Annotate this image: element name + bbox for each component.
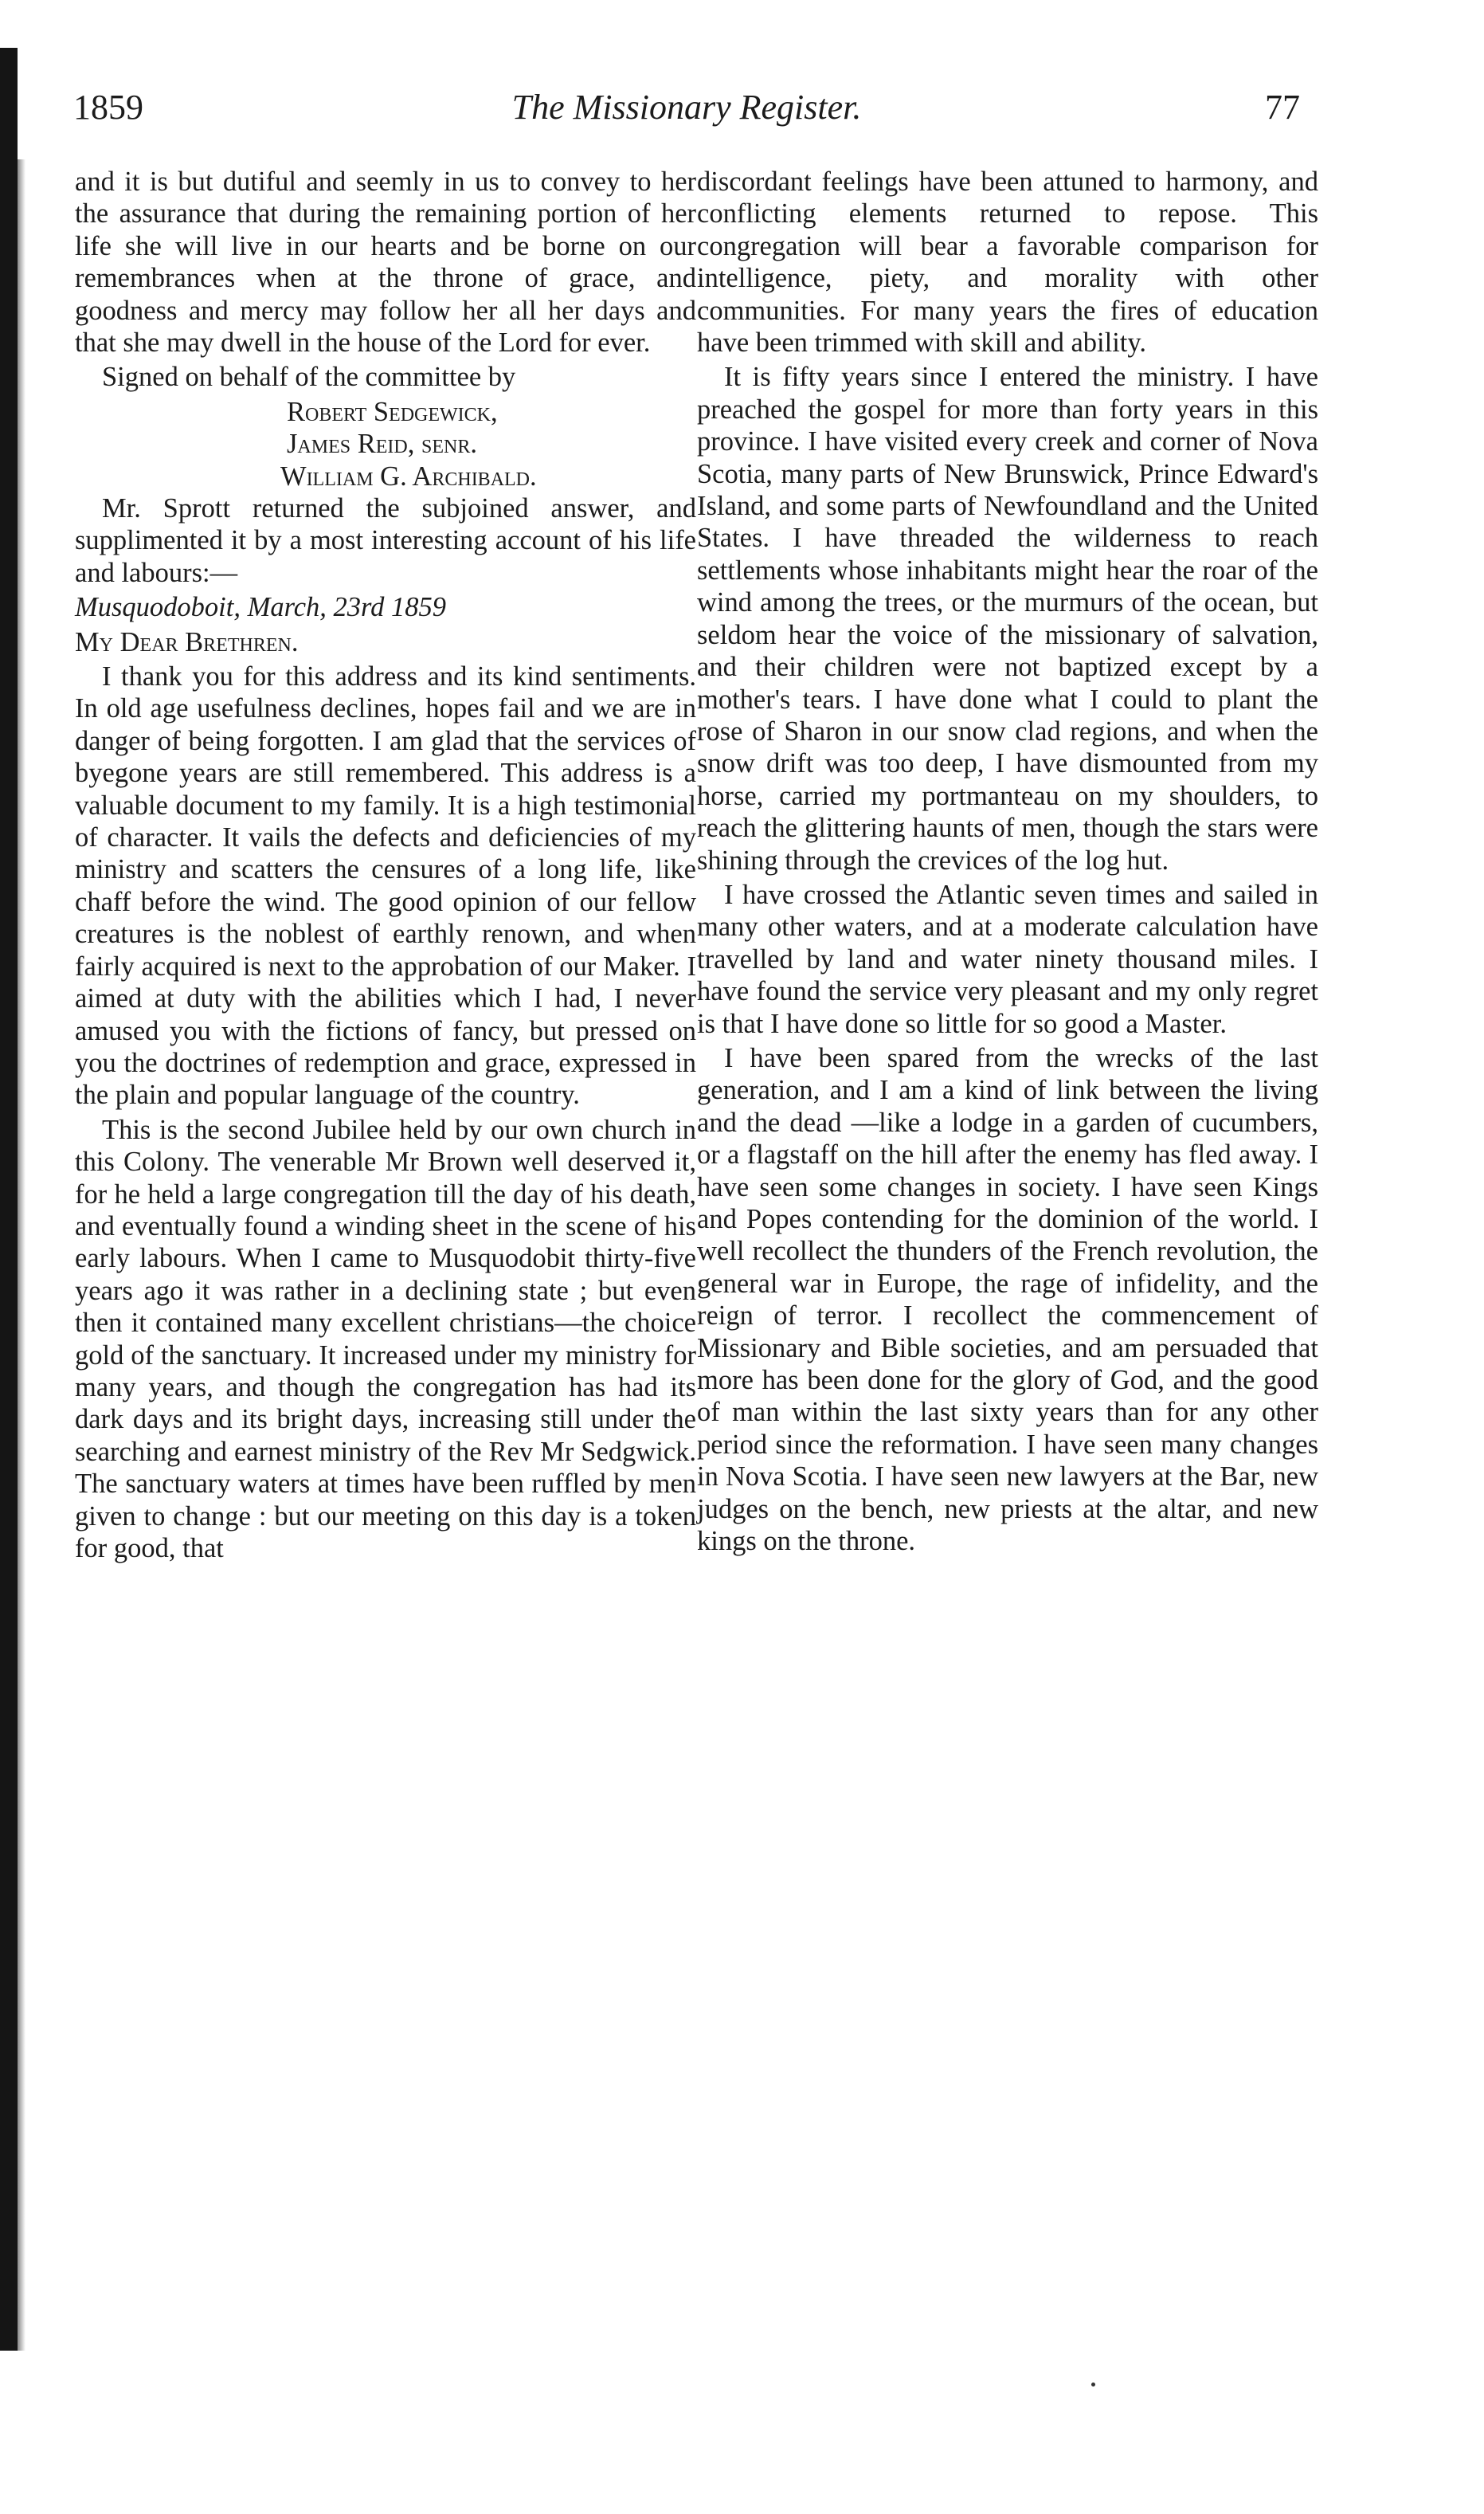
page-header: [73, 81, 1300, 134]
letter-dateline: Musquodoboit, March, 23rd 1859: [75, 592, 447, 623]
reply-paragraph-5: I have been spared from the wrecks of the last generation, and I am a kind of link between the living and the dead —like a lodge in a garden of cucumbers, or a flagstaff on the hill after the enemy has fled away. I have seen some changes in society. I have seen Kings and Popes contending for the dominion of the world. I well recollect the thunders of the French revolution, the general war in Europe, the rage of infidelity, and the reign of terror. I recollect the commencement of Missionary and Bible societies, and am persuaded that more has been done for the glory of God, and the good of man within the last sixty years than for any other period since the reformation. I have seen many changes in Nova Scotia. I have seen new lawyers at the Bar, new judges on the bench, new priests at the altar, and new kings on the throne.: [697, 1042, 1318, 1557]
signatory-2: James Reid, senr.: [287, 429, 477, 460]
letter-salutation: My Dear Brethren.: [75, 626, 299, 657]
signatory-1: Robert Sedgewick,: [287, 396, 498, 427]
binding-shadow: [18, 159, 25, 2351]
committee-address-closing: and it is but dutiful and seemly in us to convey to her the assurance that during the remaining portion of her life she will live in our hearts and be borne on our remembrances when at the throne of grace, and goodness and mercy may follow her all her days and that she may dwell in the house of the Lord for ever.: [75, 167, 696, 359]
reply-paragraph-2: This is the second Jubilee held by our own church in this Colony. The venerable Mr Brown well deserved it, for he held a large congregation till the day of his death, and eventually found a winding sheet in the scene of his early labours. When I came to Musquodobit thirty-five years ago it was rather in a declining state ; but even then it contained many excellent christians—the choice gold of the sanctuary. It increased under my ministry for many years, and though the congregation has had its dark days and its bright days, increasing still under the searching and earnest ministry of the Rev Mr Sedgwick. The sanctuary waters at times have been ruffled by men given to change : but our meeting on this day is a token for good, that: [75, 1114, 696, 1564]
left-column: [75, 166, 696, 1567]
page-title: The Missionary Register.: [511, 88, 862, 127]
signatories: [75, 396, 696, 492]
print-speck: [1091, 2383, 1095, 2387]
reply-introduction: Mr. Sprott returned the subjoined answer, and supplimented it by a most interesting account of his life and labours:—: [75, 493, 696, 588]
page-number: 77: [1265, 88, 1300, 127]
reply-paragraph-3: It is fifty years since I entered the ministry. I have preached the gospel for more than forty years in this province. I have visited every creek and corner of Nova Scotia, many parts of New Brunswick, Prince Edward's Island, and some parts of Newfoundland and the United States. I have threaded the wilderness to reach settlements whose inhabitants might hear the roar of the wind among the trees, or the murmurs of the ocean, but seldom hear the voice of the missionary of salvation, and their children were not baptized except by a mother's tears. I have done what I could to plant the rose of Sharon in our snow clad regions, and when the snow drift was too deep, I have dismounted from my horse, carried my portmanteau on my shoulders, to reach the glittering haunts of men, though the stars were shining through the crevices of the log hut.: [697, 362, 1318, 876]
reply-paragraph-2-continued: discordant feelings have been attuned to harmony, and conflicting elements returned to repose. This congregation will bear a favorable comparison for intelligence, piety, and morality with other communities. For many years the fires of education have been trimmed with skill and ability.: [697, 167, 1318, 359]
signatory-3: William G. Archibald.: [280, 461, 537, 492]
signature-intro: Signed on behalf of the committee by: [102, 362, 516, 393]
binding-edge: [0, 48, 18, 2351]
reply-paragraph-4: I have crossed the Atlantic seven times and sailed in many other waters, and at a moderate calculation have travelled by land and water ninety thousand miles. I have found the service very pleasant and my only regret is that I have done so little for so good a Master.: [697, 879, 1318, 1039]
reply-paragraph-1: I thank you for this address and its kind sentiments. In old age usefulness declines, hopes fail and we are in danger of being forgotten. I am glad that the services of byegone years are still remembered. This address is a valuable document to my family. It is a high testimonial of character. It vails the defects and deficiencies of my ministry and scatters the censures of a long life, like chaff before the wind. The good opinion of our fellow creatures is the noblest of earthly renown, and when fairly acquired is next to the approbation of our Maker. I aimed at duty with the abilities which I had, I never amused you with the fictions of fancy, but pressed on you the doctrines of redemption and grace, expressed in the plain and popular language of the country.: [75, 661, 696, 1111]
page-year: 1859: [73, 88, 143, 127]
right-column: [697, 166, 1318, 1559]
